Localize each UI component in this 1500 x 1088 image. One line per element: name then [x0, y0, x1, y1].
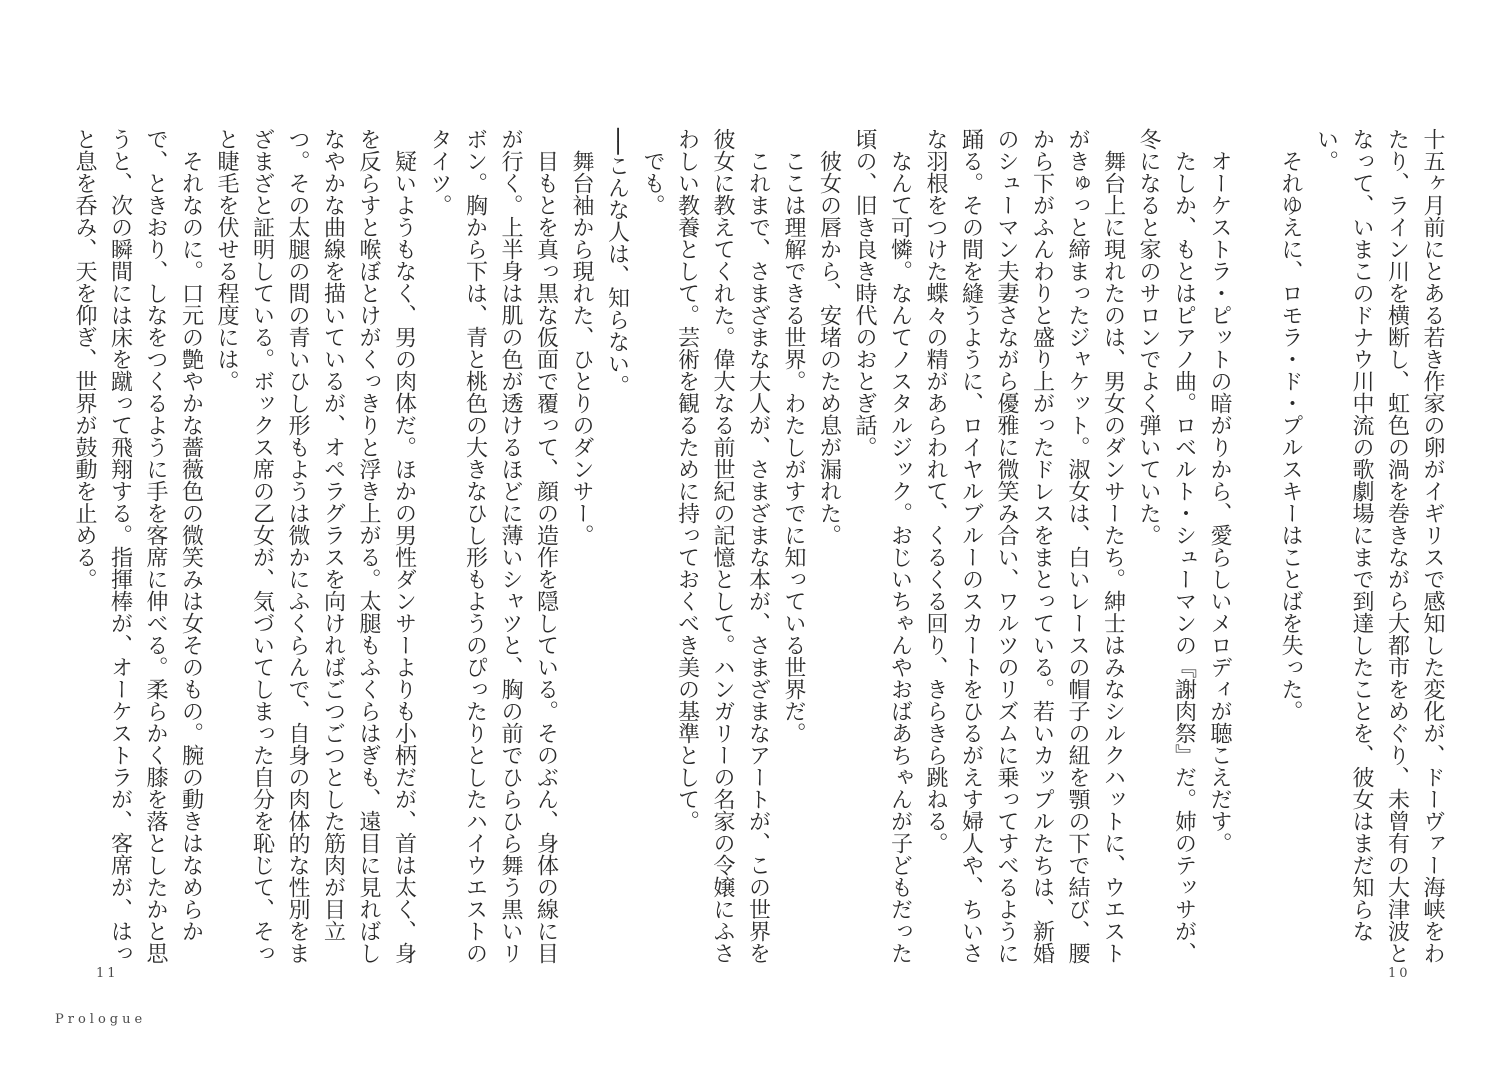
paragraph: それゆえに、ロモラ・ド・プルスキーはことばを失った。 [1278, 150, 1303, 722]
paragraph-spacer [1237, 128, 1273, 968]
paragraph: 舞台上に現れたのは、男女のダンサーたち。紳士はみなシルクハットに、ウエストがきゅっと締まったジャケット。淑女は、白いレースの帽子の紐を顎の下で結び、腰から下がふんわりと盛り上がったドレスをまとっている。若いカップルたちは、新婚のシューマン夫妻さながら優雅に微笑み合い、ワルツのリズムに乗ってすべるように踊る。その間を縫うように、ロイヤルブルーのスカートをひるがえす婦人や、ちいさな羽根をつけた蝶々の精があらわれて、くるくる回り、きらきら跳ねる。 [923, 128, 1126, 964]
paragraph: オーケストラ・ピットの暗がりから、愛らしいメロディが聴こえだす。 [1207, 150, 1232, 854]
paragraph: ここは理解できる世界。わたしがすでに知っている世界だ。 [781, 150, 806, 744]
paragraph: それなのに。口元の艶やかな薔薇色の微笑みは女そのもの。腕の動きはなめらかで、ときおり、しなをつくるように手を客席に伸べる。柔らかく膝を落としたかと思うと、次の瞬間には床を蹴って飛翔する。指揮棒が、オーケストラが、客席が、はっと息を呑み、天を仰ぎ、世界が鼓動を止める。 [72, 128, 204, 964]
running-head: Prologue [55, 1012, 147, 1027]
page-number-right: 10 [1388, 966, 1411, 981]
page-number-left: 11 [96, 966, 119, 981]
paragraph: 十五ヶ月前にとある若き作家の卵がイギリスで感知した変化が、ドーヴァー海峡をわたり、ライン川を横断し、虹色の渦を巻きながら大都市をめぐり、未曾有の大津波となって、いまこのドナウ川中流の歌劇場にまで到達したことを、彼女はまだ知らない。 [1313, 128, 1445, 964]
paragraph: でも。 [640, 150, 665, 216]
paragraph: ──こんな人は、知らない。 [604, 128, 630, 397]
paragraph: 疑いようもなく、男の肉体だ。ほかの男性ダンサーよりも小柄だが、首は太く、身を反らすと喉ぼとけがくっきりと浮き上がる。太腿もふくらはぎも、遠目に見ればしなやかな曲線を描いているが、オペラグラスを向ければごつごつとした筋肉が目立つ。その太腿の間の青いひし形もようは微かにふくらんで、自身の肉体的な性別をまざまざと証明している。ボックス席の乙女が、気づいてしまった自分を恥じて、そっと睫毛を伏せる程度には。 [214, 128, 417, 964]
paragraph: これまで、さまざまな大人が、さまざまな本が、さまざまなアートが、この世界を彼女に教えてくれた。偉大なる前世紀の記憶として。ハンガリーの名家の令嬢にふさわしい教養として。芸術を観るために持っておくべき美の基準として。 [674, 128, 771, 964]
paragraph: たしか、もとはピアノ曲。ロベルト・シューマンの『謝肉祭』だ。姉のテッサが、冬になると家のサロンでよく弾いていた。 [1136, 128, 1197, 964]
paragraph: 彼女の唇から、安堵のため息が漏れた。 [816, 150, 842, 546]
paragraph: なんて可憐。なんてノスタルジック。おじいちゃんやおばあちゃんが子どもだった頃の、旧き良き時代のおとぎ話。 [852, 128, 913, 964]
left-page-text [72, 128, 670, 968]
paragraph: 目もとを真っ黒な仮面で覆って、顔の造作を隠している。そのぶん、身体の線に目が行く。上半身は肌の色が透けるほどに薄いシャツと、胸の前でひらひら舞う黒いリボン。胸から下は、青と桃色の大きなひし形もようのぴったりとしたハイウエストのタイツ。 [427, 128, 559, 964]
right-page-text [674, 128, 1450, 968]
paragraph: 舞台袖から現れた、ひとりのダンサー。 [569, 150, 594, 546]
